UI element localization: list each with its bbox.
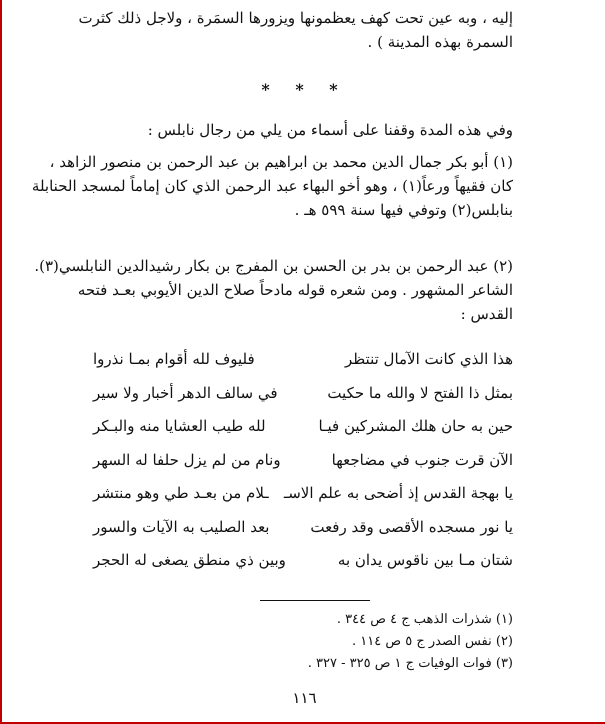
verse-first-hemistich: يا نور مسجده الأقصى وقد رفعت [310, 517, 513, 536]
intro-paragraph [78, 6, 513, 54]
verse-second-hemistich: ـلام من بعـد طي وهو منتشر [93, 484, 269, 502]
poem-verse [93, 410, 513, 444]
footnote: (١) شذرات الذهب ج ٤ ص ٣٤٤ . [336, 612, 513, 627]
verse-first-hemistich: يا بهجة القدس إذ أضحى به علم الاسـ [283, 484, 513, 502]
entry-1-paragraph [31, 150, 513, 222]
text-line: القدس : [460, 305, 513, 323]
verse-second-hemistich: في سالف الدهر أخبار ولا سير [93, 383, 278, 402]
footnote-divider [260, 600, 370, 601]
verse-second-hemistich: بعد الصليب به الآيات والسور [93, 517, 270, 536]
verse-first-hemistich: الآن قرت جنوب في مضاجعها [331, 450, 513, 469]
text-line: كان فقيهاً ورعاً(١) ، وهو أخو البهاء عبد الرحمن الذي كان إماماً لمسجد الحنابلة [31, 177, 513, 195]
verse-first-hemistich: شتان مـا بين ناقوس يدان به [337, 551, 513, 569]
verse-first-hemistich: هذا الذي كانت الآمال تنتظر [344, 350, 513, 368]
page-number: ١١٦ [292, 689, 317, 707]
poem-verse [93, 511, 513, 545]
text-line: (٢) عبد الرحمن بن بدر بن الحسن بن المفرج بن بكار رشيدالدين النابلسي(٣). [34, 257, 513, 275]
text-line: إليه ، وبه عين تحت كهف يعظمونها ويزورها السمَرة ، ولاجل ذلك كثرت [78, 9, 513, 27]
text-line: الشاعر المشهور . ومن شعره قوله مادحاً صلاح الدين الأيوبي بعـد فتحه [77, 281, 513, 299]
verse-second-hemistich: ونام من لم يزل حلفا له السهر [93, 450, 281, 469]
verse-second-hemistich: وبين ذي منطق يصغى له الحجر [93, 551, 286, 569]
poem [93, 343, 513, 578]
poem-verse [93, 544, 513, 578]
text-line: بنابلس(٢) وتوفي فيها سنة ٥٩٩ هـ . [294, 201, 513, 219]
text-line: (١) أبو بكر جمال الدين محمد بن ابراهيم بن عبد الرحمن بن منصور الزاهد ، [49, 153, 513, 171]
poem-verse [93, 377, 513, 411]
verse-second-hemistich: فليوف لله أقوام بمـا نذروا [93, 350, 255, 368]
section-separator: * * * [261, 80, 348, 99]
footnotes [308, 609, 513, 675]
poem-verse [93, 343, 513, 377]
verse-first-hemistich: بمثل ذا الفتح لا والله ما حكيت [327, 383, 513, 402]
lead-paragraph [93, 118, 513, 142]
entry-2-paragraph [34, 254, 513, 326]
verse-first-hemistich: حين به حان هلك المشركين فيـا [318, 417, 513, 435]
text-line: وفي هذه المدة وقفنا على أسماء من يلي من رجال نابلس : [147, 121, 513, 139]
verse-second-hemistich: لله طيب العشايا منه والبـكر [93, 417, 266, 435]
text-line: السمرة بهذه المدينة ) . [367, 33, 513, 51]
footnote: (٣) فوات الوفيات ج ١ ص ٣٢٥ - ٣٢٧ . [307, 656, 513, 671]
poem-verse [93, 477, 513, 511]
footnote: (٢) نفس الصدر ج ٥ ص ١١٤ . [352, 634, 513, 649]
poem-verse [93, 444, 513, 478]
book-page [4, 0, 605, 724]
